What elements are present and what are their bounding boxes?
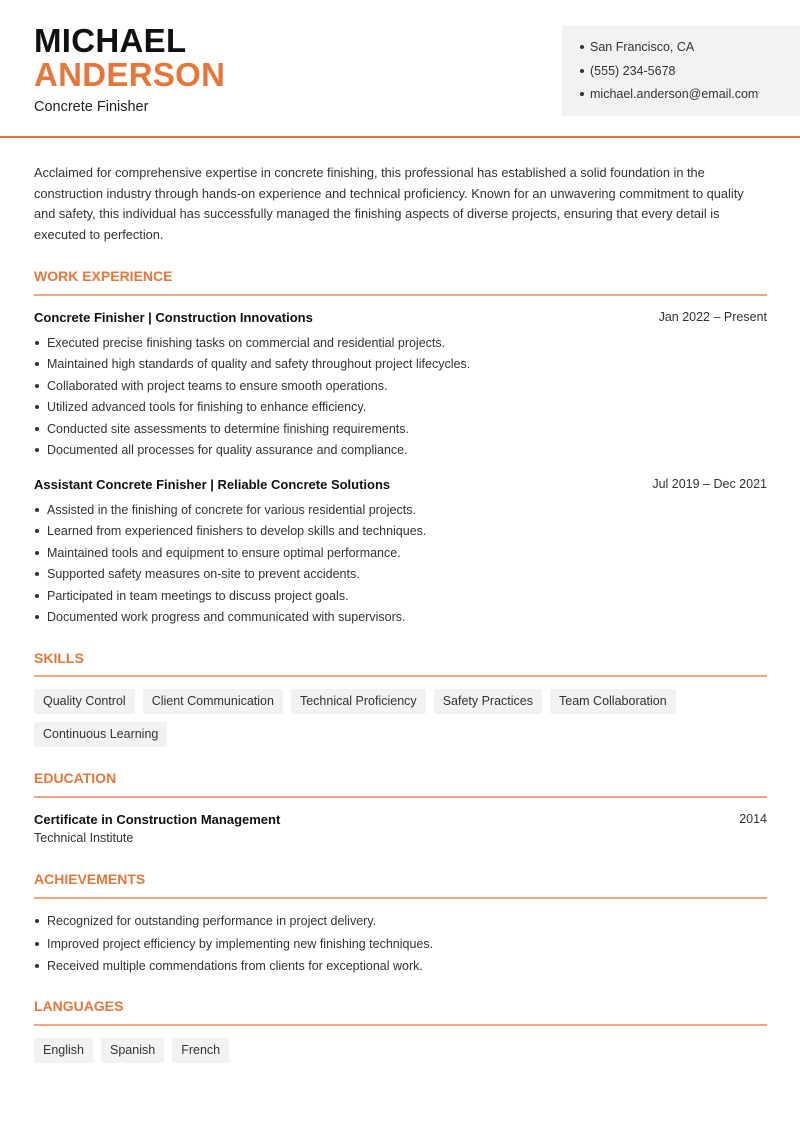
section-divider: [34, 796, 767, 798]
education-header: [34, 812, 767, 827]
education-school: Technical Institute: [34, 831, 134, 845]
list-item: Conducted site assessments to determine finishing requirements.: [34, 421, 767, 442]
list-item: Participated in team meetings to discuss project goals.: [34, 588, 767, 609]
contact-email[interactable]: michael.anderson@email.com: [580, 85, 800, 109]
job-dates: Jan 2022 – Present: [658, 310, 767, 324]
section-divider: [34, 897, 767, 899]
last-name: ANDERSON: [34, 56, 226, 93]
contact-location: San Francisco, CA: [580, 38, 800, 62]
list-item: Documented all processes for quality assurance and compliance.: [34, 442, 767, 463]
skill-chip: Quality Control: [34, 689, 135, 714]
list-item: Executed precise finishing tasks on commercial and residential projects.: [34, 335, 767, 356]
list-item: Maintained high standards of quality and safety throughout project lifecycles.: [34, 356, 767, 377]
skill-chip: Technical Proficiency: [291, 689, 426, 714]
job-role: Concrete Finisher | Construction Innovations: [34, 310, 313, 325]
section-divider: [34, 1024, 767, 1026]
achievements-list: [34, 913, 767, 981]
list-item: Utilized advanced tools for finishing to enhance efficiency.: [34, 399, 767, 420]
job-title: Concrete Finisher: [34, 99, 149, 115]
skill-chip: Safety Practices: [434, 689, 542, 714]
language-chip: English: [34, 1038, 93, 1063]
section-title-work: WORK EXPERIENCE: [34, 268, 173, 284]
skill-chip: Team Collaboration: [550, 689, 676, 714]
education-year: 2014: [739, 812, 767, 826]
job-bullets: [34, 335, 767, 463]
section-title-achievements: ACHIEVEMENTS: [34, 871, 146, 887]
languages-list: [34, 1038, 774, 1063]
contact-phone: (555) 234-5678: [580, 62, 800, 86]
first-name: MICHAEL: [34, 22, 187, 59]
list-item: Learned from experienced finishers to develop skills and techniques.: [34, 523, 767, 544]
contact-box: [562, 26, 800, 116]
summary-text: Acclaimed for comprehensive expertise in concrete finishing, this professional has established a solid foundation in the construction industry through hands-on experience and technical proficiency. Known for an unwavering commitment to quality and safety, this individual has successfully managed the finishing aspects of diverse projects, ensuring that every detail is executed to perfection.: [34, 165, 744, 243]
job-role: Assistant Concrete Finisher | Reliable Concrete Solutions: [34, 477, 391, 492]
language-chip: Spanish: [101, 1038, 164, 1063]
list-item: Collaborated with project teams to ensure smooth operations.: [34, 378, 767, 399]
skills-list: [34, 689, 774, 747]
section-title-skills: SKILLS: [34, 650, 84, 666]
job-dates: Jul 2019 – Dec 2021: [652, 477, 767, 491]
list-item: Improved project efficiency by implementing new finishing techniques.: [34, 936, 767, 959]
list-item: Assisted in the finishing of concrete for various residential projects.: [34, 502, 767, 523]
section-divider: [34, 675, 767, 677]
education-degree: Certificate in Construction Management: [34, 812, 281, 827]
resume-header: [0, 0, 800, 138]
language-chip: French: [172, 1038, 229, 1063]
list-item: Received multiple commendations from clients for exceptional work.: [34, 958, 767, 981]
list-item: Supported safety measures on-site to prevent accidents.: [34, 566, 767, 587]
list-item: Recognized for outstanding performance in project delivery.: [34, 913, 767, 936]
list-item: Documented work progress and communicated with supervisors.: [34, 609, 767, 630]
list-item: Maintained tools and equipment to ensure optimal performance.: [34, 545, 767, 566]
skill-chip: Continuous Learning: [34, 722, 167, 747]
section-title-languages: LANGUAGES: [34, 998, 124, 1014]
section-divider: [34, 294, 767, 296]
job-header: [34, 477, 767, 492]
job-header: [34, 310, 767, 325]
job-bullets: [34, 502, 767, 630]
section-title-education: EDUCATION: [34, 770, 117, 786]
skill-chip: Client Communication: [143, 689, 283, 714]
